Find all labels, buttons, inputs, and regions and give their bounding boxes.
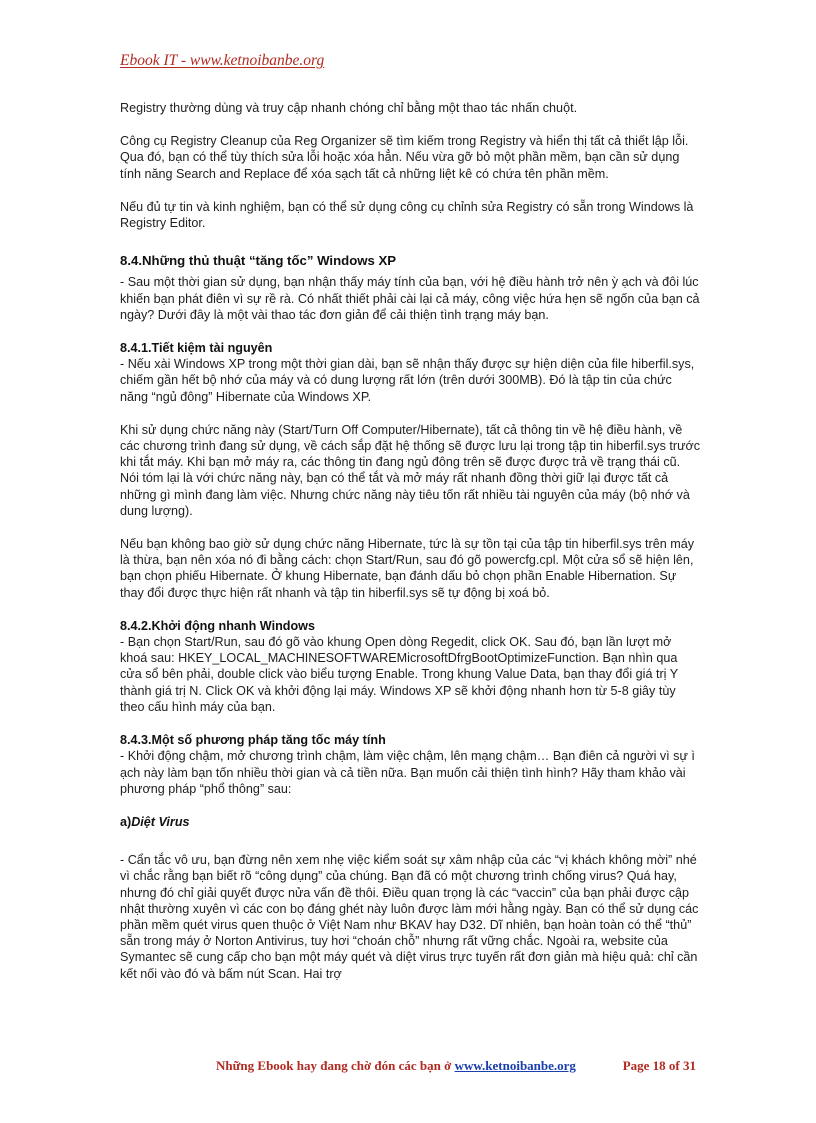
paragraph: - Sau một thời gian sử dụng, bạn nhận thấy máy tính của bạn, với hệ điều hành trở nên ỳ ạch và đôi lúc khiến bạn phát điên vì sự rề rà. Có nhất thiết phải cài lại cả máy, công việc hứa hẹn sẽ ngốn của bạn cả ngày? Dưới đây là một vài thao tác đơn giản để cải thiện tình trạng máy bạn.	[120, 275, 700, 322]
header-site-link[interactable]: Ebook IT - www.ketnoibanbe.org	[120, 52, 325, 69]
subsection-heading: 8.4.3.Một số phương pháp tăng tốc máy tính	[120, 733, 386, 748]
list-heading-prefix: a)	[120, 814, 132, 829]
subsection-heading: 8.4.2.Khởi động nhanh Windows	[120, 618, 315, 633]
footer-link[interactable]: www.ketnoibanbe.org	[454, 1058, 576, 1073]
paragraph: Registry thường dùng và truy cập nhanh chóng chỉ bằng một thao tác nhấn chuột.	[120, 101, 578, 115]
paragraph: Khi sử dụng chức năng này (Start/Turn Off Computer/Hibernate), tất cả thông tin về hệ điều hành, về các chương trình đang sử dụng, về cách sắp đặt hệ thống sẽ được lưu lại trong tập tin hiberfil.sys trước khi tắt máy. Khi bạn mở máy ra, các thông tin đang ngủ đông trên sẽ được được trả về trạng thái cũ. Nói tóm lại là với chức năng này, bạn có thể tắt và mở máy rất nhanh đồng thời giữ lại được tất cả những gì mình đang làm việc. Nhưng chức năng này tiêu tốn rất nhiều tài nguyên của máy (bộ nhớ và dung lượng).	[120, 422, 701, 518]
paragraph: Nếu đủ tự tin và kinh nghiệm, bạn có thể sử dụng công cụ chỉnh sửa Registry có sẵn trong Windows là Registry Editor.	[120, 199, 694, 231]
section-heading: 8.4.Những thủ thuật “tăng tốc” Windows XP	[120, 253, 397, 269]
subsection-heading: 8.4.1.Tiết kiệm tài nguyên	[120, 341, 273, 356]
page-footer	[216, 1058, 696, 1074]
paragraph: Công cụ Registry Cleanup của Reg Organizer sẽ tìm kiếm trong Registry và hiển thị tất cả thiết lập lỗi. Qua đó, bạn có thể tùy thích sửa lỗi hoặc xóa hẳn. Nếu vừa gỡ bỏ một phần mềm, bạn cần sử dụng tính năng Search and Replace để xóa sạch tất cả những liệt kê có chứa tên phần mềm.	[120, 134, 689, 181]
page-number: Page 18 of 31	[622, 1058, 696, 1073]
list-heading-title: Diệt Virus	[131, 814, 190, 829]
list-heading	[120, 814, 702, 830]
paragraph: - Cẩn tắc vô ưu, bạn đừng nên xem nhẹ việc kiểm soát sự xâm nhập của các “vị khách không mời” nhé vì chắc rằng bạn biết rõ “công dụng” của chúng. Bạn đã có một chương trình chống virus? Quá hay, nhưng đó chỉ giải quyết được nửa vấn đề thôi. Điều quan trọng là các “vaccin” của bạn phải được cập nhật thường xuyên vì các con bọ đáng ghét này luôn được làm mới hằng ngày. Bạn có thể sử dụng các phần mềm quét virus quen thuộc ở Việt Nam như BKAV hay D32. Dĩ nhiên, bạn hoàn toàn có thể “thủ” sẵn trong máy ở Norton Antivirus, tuy hơi “choán chỗ” nhưng rất vững chắc. Ngoài ra, website của Symantec sẽ cung cấp cho bạn một máy quét và diệt virus trực tuyến rất đơn giản mà hiệu quả: chỉ cần kết nối vào đó và bấm nút Scan. Hai trợ	[120, 853, 699, 981]
footer-text: Những Ebook hay đang chờ đón các bạn ở	[216, 1058, 455, 1073]
paragraph: Nếu bạn không bao giờ sử dụng chức năng Hibernate, tức là sự tồn tại của tập tin hiberfil.sys trên máy là thừa, bạn nên xóa nó đi bằng cách: chọn Start/Run, sau đó gõ powercfg.cpl. Một cửa sổ sẽ hiện lên, bạn chọn phiếu Hibernate. Ở khung Hibernate, bạn đánh dấu bỏ chọn phần Enable Hibernation. Sự thay đổi được thực hiện rất nhanh và tập tin hiberfil.sys sẽ tự động bị xoá bỏ.	[120, 537, 695, 600]
paragraph: - Nếu xài Windows XP trong một thời gian dài, bạn sẽ nhận thấy được sự hiện diện của file hiberfil.sys, chiếm gần hết bộ nhớ của máy và có dung lượng rất lớn (trên dưới 300MB). Đó là tập tin của chức năng “ngủ đông” Hibernate của Windows XP.	[120, 357, 695, 404]
document-body	[120, 100, 702, 982]
paragraph: - Khởi động chậm, mở chương trình chậm, làm việc chậm, lên mạng chậm… Bạn điên cả người vì sự ì ạch này làm bạn tốn nhiều thời gian và cả tiền nữa. Bạn muốn cải thiện tình hình? Hãy tham khảo vài phương pháp “phổ thông” sau:	[120, 749, 695, 796]
paragraph: - Bạn chọn Start/Run, sau đó gõ vào khung Open dòng Regedit, click OK. Sau đó, bạn lần lượt mở khoá sau: HKEY_LOCAL_MACHINESOFTWAREMicrosoftDfrgBootOptimizeFunction. Bạn nhìn qua cửa sổ bên phải, double click vào biểu tượng Enable. Trong khung Value Data, bạn thay đổi giá trị Y thành giá trị N. Click OK và khởi động lại máy. Windows XP sẽ khởi động nhanh hơn từ 5-8 giây tùy theo cấu hình máy của bạn.	[120, 635, 678, 714]
